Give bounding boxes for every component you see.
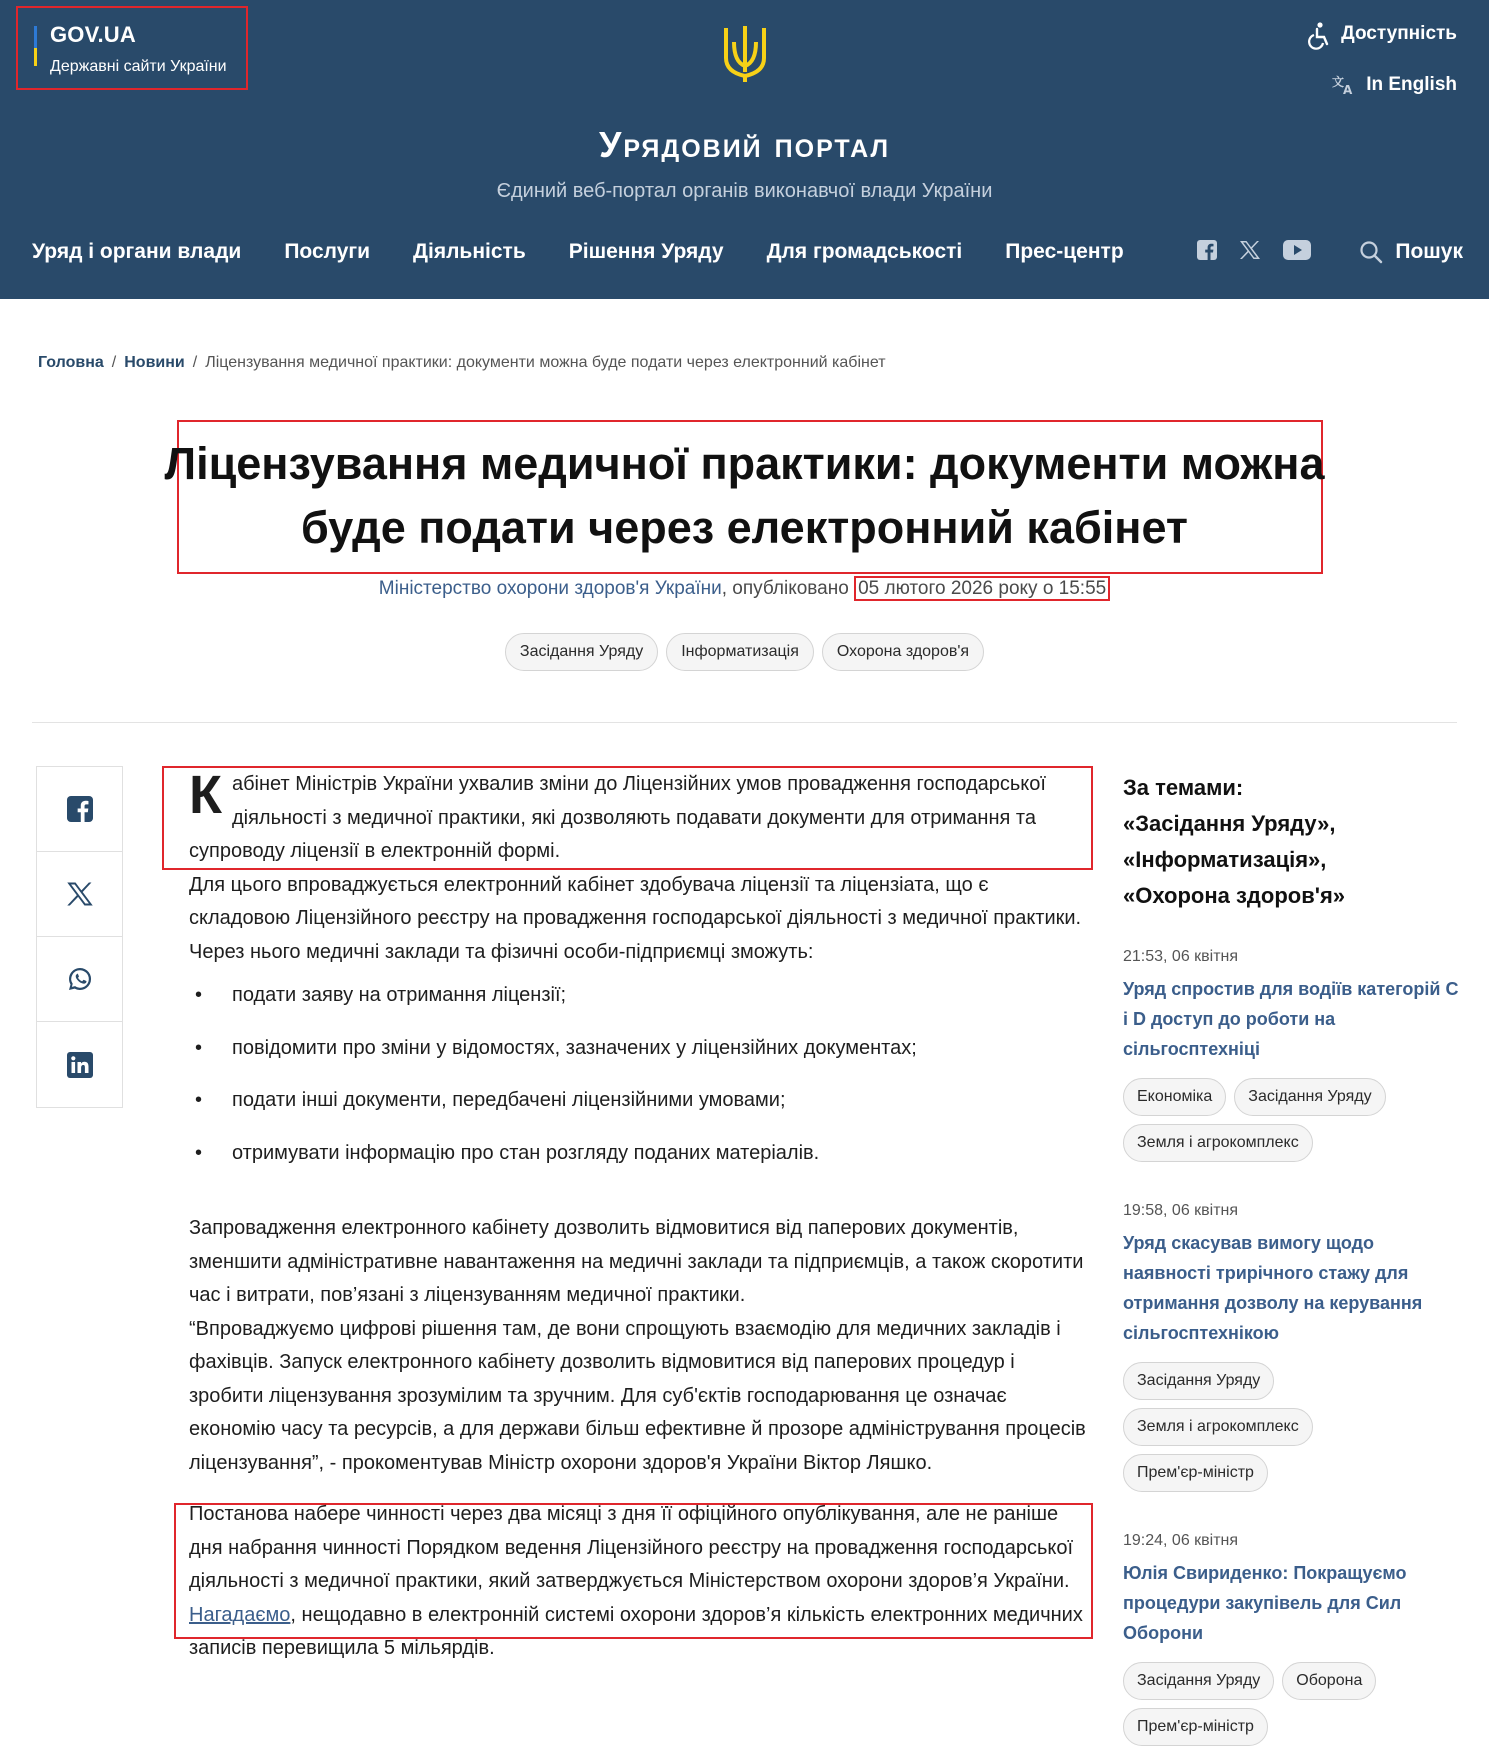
flag-yellow-bar (34, 48, 37, 66)
site-title[interactable]: Урядовий портал (598, 124, 891, 165)
site-subtitle: Єдиний веб-портал органів виконавчої влади України (496, 180, 993, 202)
gov-ua-logo: GOV.UA (50, 22, 136, 47)
language-switch[interactable] (1332, 74, 1457, 96)
share-whatsapp-button[interactable] (37, 937, 122, 1022)
related-sidebar (1123, 770, 1463, 1746)
effective-date-paragraph: Постанова набере чинності через два місяці з дня її офіційного опублікування, але не раніше дня набрання чинності Порядком ведення Ліцензійного реєстру на провадження господарської діяльності з медичної практики, який затверджується Міністерством охорони здоров’я України. (189, 1503, 1074, 1592)
news-tag[interactable]: Оборона (1282, 1662, 1376, 1700)
article-tags (0, 633, 1489, 671)
nav-item-decisions[interactable]: Рішення Уряду (568, 240, 724, 263)
list-item: • подати заяву на отримання ліцензії; (189, 979, 1089, 1013)
main-nav (32, 240, 1124, 264)
news-tag[interactable]: Прем'єр-міністр (1123, 1708, 1268, 1746)
tag-government-meeting[interactable]: Засідання Уряду (505, 633, 658, 671)
article-ministry-link[interactable]: Міністерство охорони здоров'я України (378, 578, 722, 599)
facebook-icon[interactable] (1197, 240, 1217, 260)
gov-ua-subtitle: Державні сайти України (50, 58, 227, 75)
nav-item-press[interactable]: Прес-центр (1005, 240, 1124, 263)
news-tag[interactable]: Земля і агрокомплекс (1123, 1124, 1313, 1162)
paragraph: Для цього впроваджується електронний кабінет здобувача ліцензії та ліцензіата, що є складовою Ліцензійного реєстру на провадження господарської діяльності з медичної практики. Через нього медичні заклади та фізичні особи-підприємці зможуть: (189, 873, 1082, 963)
breadcrumb-separator: / (192, 354, 198, 371)
x-icon[interactable] (1239, 240, 1261, 260)
nav-item-activity[interactable]: Діяльність (413, 240, 526, 263)
news-time: 21:53, 06 квітня (1123, 948, 1239, 965)
breadcrumb (38, 354, 886, 372)
paragraph (189, 1599, 1089, 1666)
article-title (0, 432, 1489, 560)
news-tag[interactable]: Засідання Уряду (1123, 1662, 1274, 1700)
site-header (0, 0, 1489, 299)
search-label: Пошук (1395, 240, 1463, 263)
share-panel (36, 766, 123, 1108)
article-title-line1: Ліцензування медичної практики: документи можна (164, 438, 1325, 489)
share-facebook-button[interactable] (37, 767, 122, 852)
gov-ua-link[interactable] (16, 6, 248, 90)
reminder-link[interactable]: Нагадаємо (189, 1603, 291, 1626)
breadcrumb-home[interactable]: Головна (38, 354, 104, 371)
list-item: • повідомити про зміни у відомостях, зазначених у ліцензійних документах; (189, 1032, 1089, 1066)
trident-icon[interactable] (722, 22, 768, 84)
nav-item-public[interactable]: Для громадськості (766, 240, 963, 263)
news-item (1123, 1532, 1463, 1746)
x-icon (66, 881, 94, 907)
article-lead (189, 765, 1089, 869)
search-button[interactable] (1359, 240, 1463, 264)
accessibility-button[interactable] (1309, 22, 1457, 46)
whatsapp-icon (67, 966, 93, 992)
facebook-icon (67, 796, 93, 822)
news-tag[interactable]: Прем'єр-міністр (1123, 1454, 1268, 1492)
list-item: • отримувати інформацію про стан розгляду поданих матеріалів. (189, 1137, 1089, 1171)
lead-text: абінет Міністрів України ухвалив зміни до Ліцензійних умов провадження господарської діяльності з медичної практики, які дозволяють подавати документи для отримання та супроводу ліцензії в електронній формі. (189, 773, 1046, 862)
list-item: • подати інші документи, передбачені ліцензійними умовами; (189, 1084, 1089, 1118)
article-date: 05 лютого 2026 року о 15:55 (854, 576, 1110, 601)
share-x-button[interactable] (37, 852, 122, 937)
youtube-icon[interactable] (1283, 240, 1311, 260)
breadcrumb-current: Ліцензування медичної практики: документи можна буде подати через електронний кабінет (205, 354, 886, 371)
share-linkedin-button[interactable] (37, 1022, 122, 1107)
article-title-line2: буде подати через електронний кабінет (301, 502, 1188, 553)
divider (32, 722, 1457, 723)
reminder-text: , нещодавно в електронній системі охорони здоров’я кількість електронних медичних записів перевищила 5 мільярдів. (189, 1603, 1083, 1659)
social-links (1197, 240, 1311, 260)
drop-cap: К (189, 765, 222, 825)
news-tags (1123, 1362, 1463, 1492)
published-label: , опубліковано (721, 578, 855, 599)
minister-quote: “Впроваджуємо цифрові рішення там, де вони спрощують взаємодію для медичних закладів і фахівців. Запуск електронного кабінету дозволить відмовитися від паперових процедур і зробити ліцензування зрозумілим та зручним. Для суб'єктів господарювання це означає економію часу та ресурсів, а для держави більш ефективне й прозоре адміністрування процесів ліцензування”, - прокоментував Міністр охорони здоров'я України Віктор Ляшко. (189, 1317, 1086, 1474)
sidebar-heading: За темами: «Засідання Уряду», «Інформатизація», «Охорона здоров'я» (1123, 775, 1346, 908)
flag-blue-bar (34, 26, 37, 48)
news-time: 19:58, 06 квітня (1123, 1202, 1239, 1219)
search-icon (1359, 240, 1383, 264)
article-meta (0, 578, 1489, 600)
news-item (1123, 948, 1463, 1162)
translate-icon (1332, 74, 1356, 96)
news-title-link[interactable]: Юлія Свириденко: Покращуємо процедури закупівель для Сил Оборони (1123, 1563, 1407, 1643)
news-tags (1123, 1662, 1463, 1746)
breadcrumb-separator: / (111, 354, 117, 371)
svg-text:文: 文 (1332, 75, 1345, 89)
tag-health[interactable]: Охорона здоров'я (822, 633, 984, 671)
accessibility-icon (1309, 22, 1331, 46)
language-label: In English (1366, 74, 1457, 95)
news-tags (1123, 1078, 1463, 1162)
paragraph: Запровадження електронного кабінету дозволить відмовитися від паперових документів, зменшити адміністративне навантаження на медичні заклади та підприємців, а також скоротити час і витрати, пов’язані з ліцензуванням медичної практики. (189, 1217, 1084, 1306)
svg-text:A: A (1343, 83, 1353, 97)
nav-item-government[interactable]: Уряд і органи влади (32, 240, 242, 263)
article-body (189, 765, 1089, 1666)
news-tag[interactable]: Засідання Уряду (1123, 1362, 1274, 1400)
news-tag[interactable]: Земля і агрокомплекс (1123, 1408, 1313, 1446)
capabilities-list (189, 979, 1089, 1170)
news-time: 19:24, 06 квітня (1123, 1532, 1239, 1549)
news-title-link[interactable]: Уряд скасував вимогу щодо наявності трирічного стажу для отримання дозволу на керування сільгосптехнікою (1123, 1233, 1423, 1343)
linkedin-icon (67, 1052, 93, 1078)
news-title-link[interactable]: Уряд спростив для водіїв категорій С і D доступ до роботи на сільгосптехніці (1123, 979, 1459, 1059)
news-tag[interactable]: Засідання Уряду (1234, 1078, 1385, 1116)
news-tag[interactable]: Економіка (1123, 1078, 1226, 1116)
tag-informatization[interactable]: Інформатизація (666, 633, 814, 671)
breadcrumb-news[interactable]: Новини (124, 354, 185, 371)
news-item (1123, 1202, 1463, 1492)
accessibility-label: Доступність (1341, 23, 1457, 44)
nav-item-services[interactable]: Послуги (284, 240, 371, 263)
